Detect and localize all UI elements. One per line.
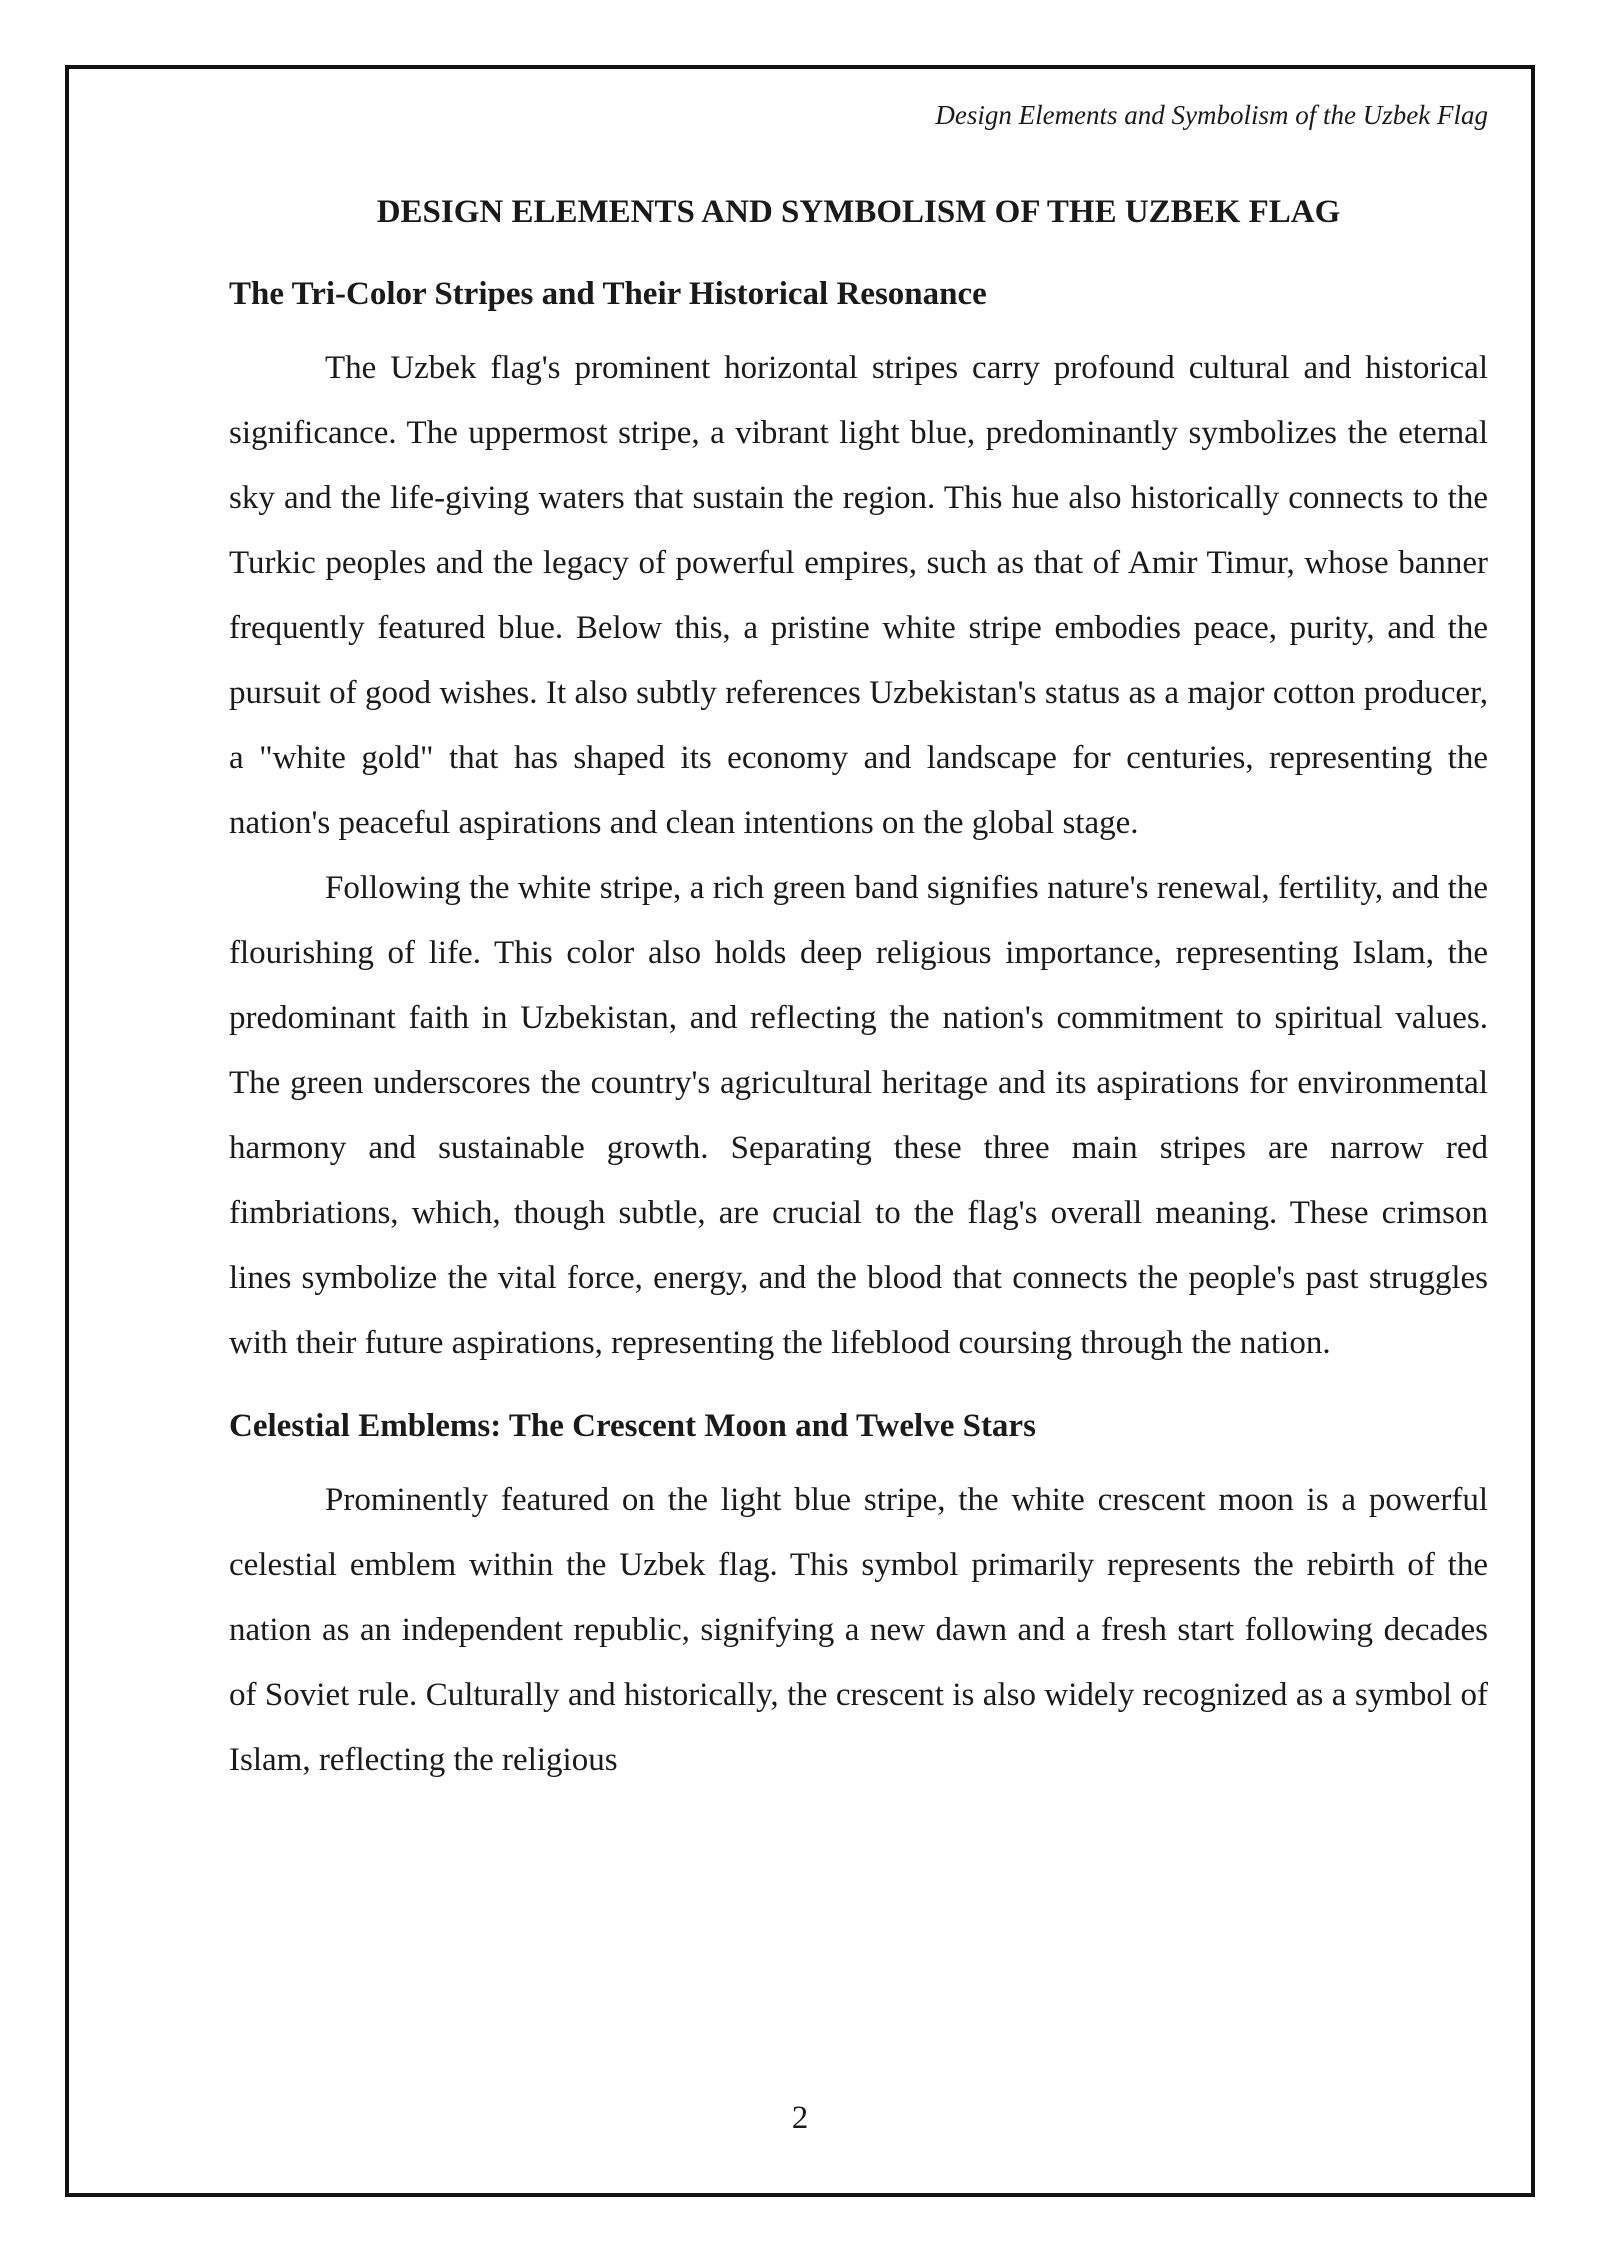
document-title: DESIGN ELEMENTS AND SYMBOLISM OF THE UZBEK FLAG [376, 194, 1341, 230]
page-number: 2 [791, 2100, 809, 2136]
running-header: Design Elements and Symbolism of the Uzbek Flag [935, 100, 1488, 130]
paragraph-stripes-1: The Uzbek flag's prominent horizontal stripes carry profound cultural and historical significance. The uppermost stripe, a vibrant light blue, predominantly symbolizes the eternal sky and the life-giving waters that sustain the region. This hue also historically connects to the Turkic peoples and the legacy of powerful empires, such as that of Amir Timur, whose banner frequently featured blue. Below this, a pristine white stripe embodies peace, purity, and the pursuit of good wishes. It also subtly references Uzbekistan's status as a major cotton producer, a "white gold" that has shaped its economy and landscape for centuries, representing the nation's peaceful aspirations and clean intentions on the global stage. [229, 350, 1488, 841]
paragraph-celestial-1: Prominently featured on the light blue stripe, the white crescent moon is a powerful celestial emblem within the Uzbek flag. This symbol primarily represents the rebirth of the nation as an independent republic, signifying a new dawn and a fresh start following decades of Soviet rule. Culturally and historically, the crescent is also widely recognized as a symbol of Islam, reflecting the religious [229, 1482, 1488, 1778]
section-heading-tri-color-stripes: The Tri-Color Stripes and Their Historical Resonance [229, 276, 987, 312]
paragraph-stripes-2: Following the white stripe, a rich green band signifies nature's renewal, fertility, and the flourishing of life. This color also holds deep religious importance, representing Islam, the predominant faith in Uzbekistan, and reflecting the nation's commitment to spiritual values. The green underscores the country's agricultural heritage and its aspirations for environmental harmony and sustainable growth. Separating these three main stripes are narrow red fimbriations, which, though subtle, are crucial to the flag's overall meaning. These crimson lines symbolize the vital force, energy, and the blood that connects the people's past struggles with their future aspirations, representing the lifeblood coursing through the nation. [229, 870, 1488, 1361]
section-heading-celestial-emblems: Celestial Emblems: The Crescent Moon and Twelve Stars [229, 1408, 1036, 1444]
document-body [229, 190, 1488, 1793]
